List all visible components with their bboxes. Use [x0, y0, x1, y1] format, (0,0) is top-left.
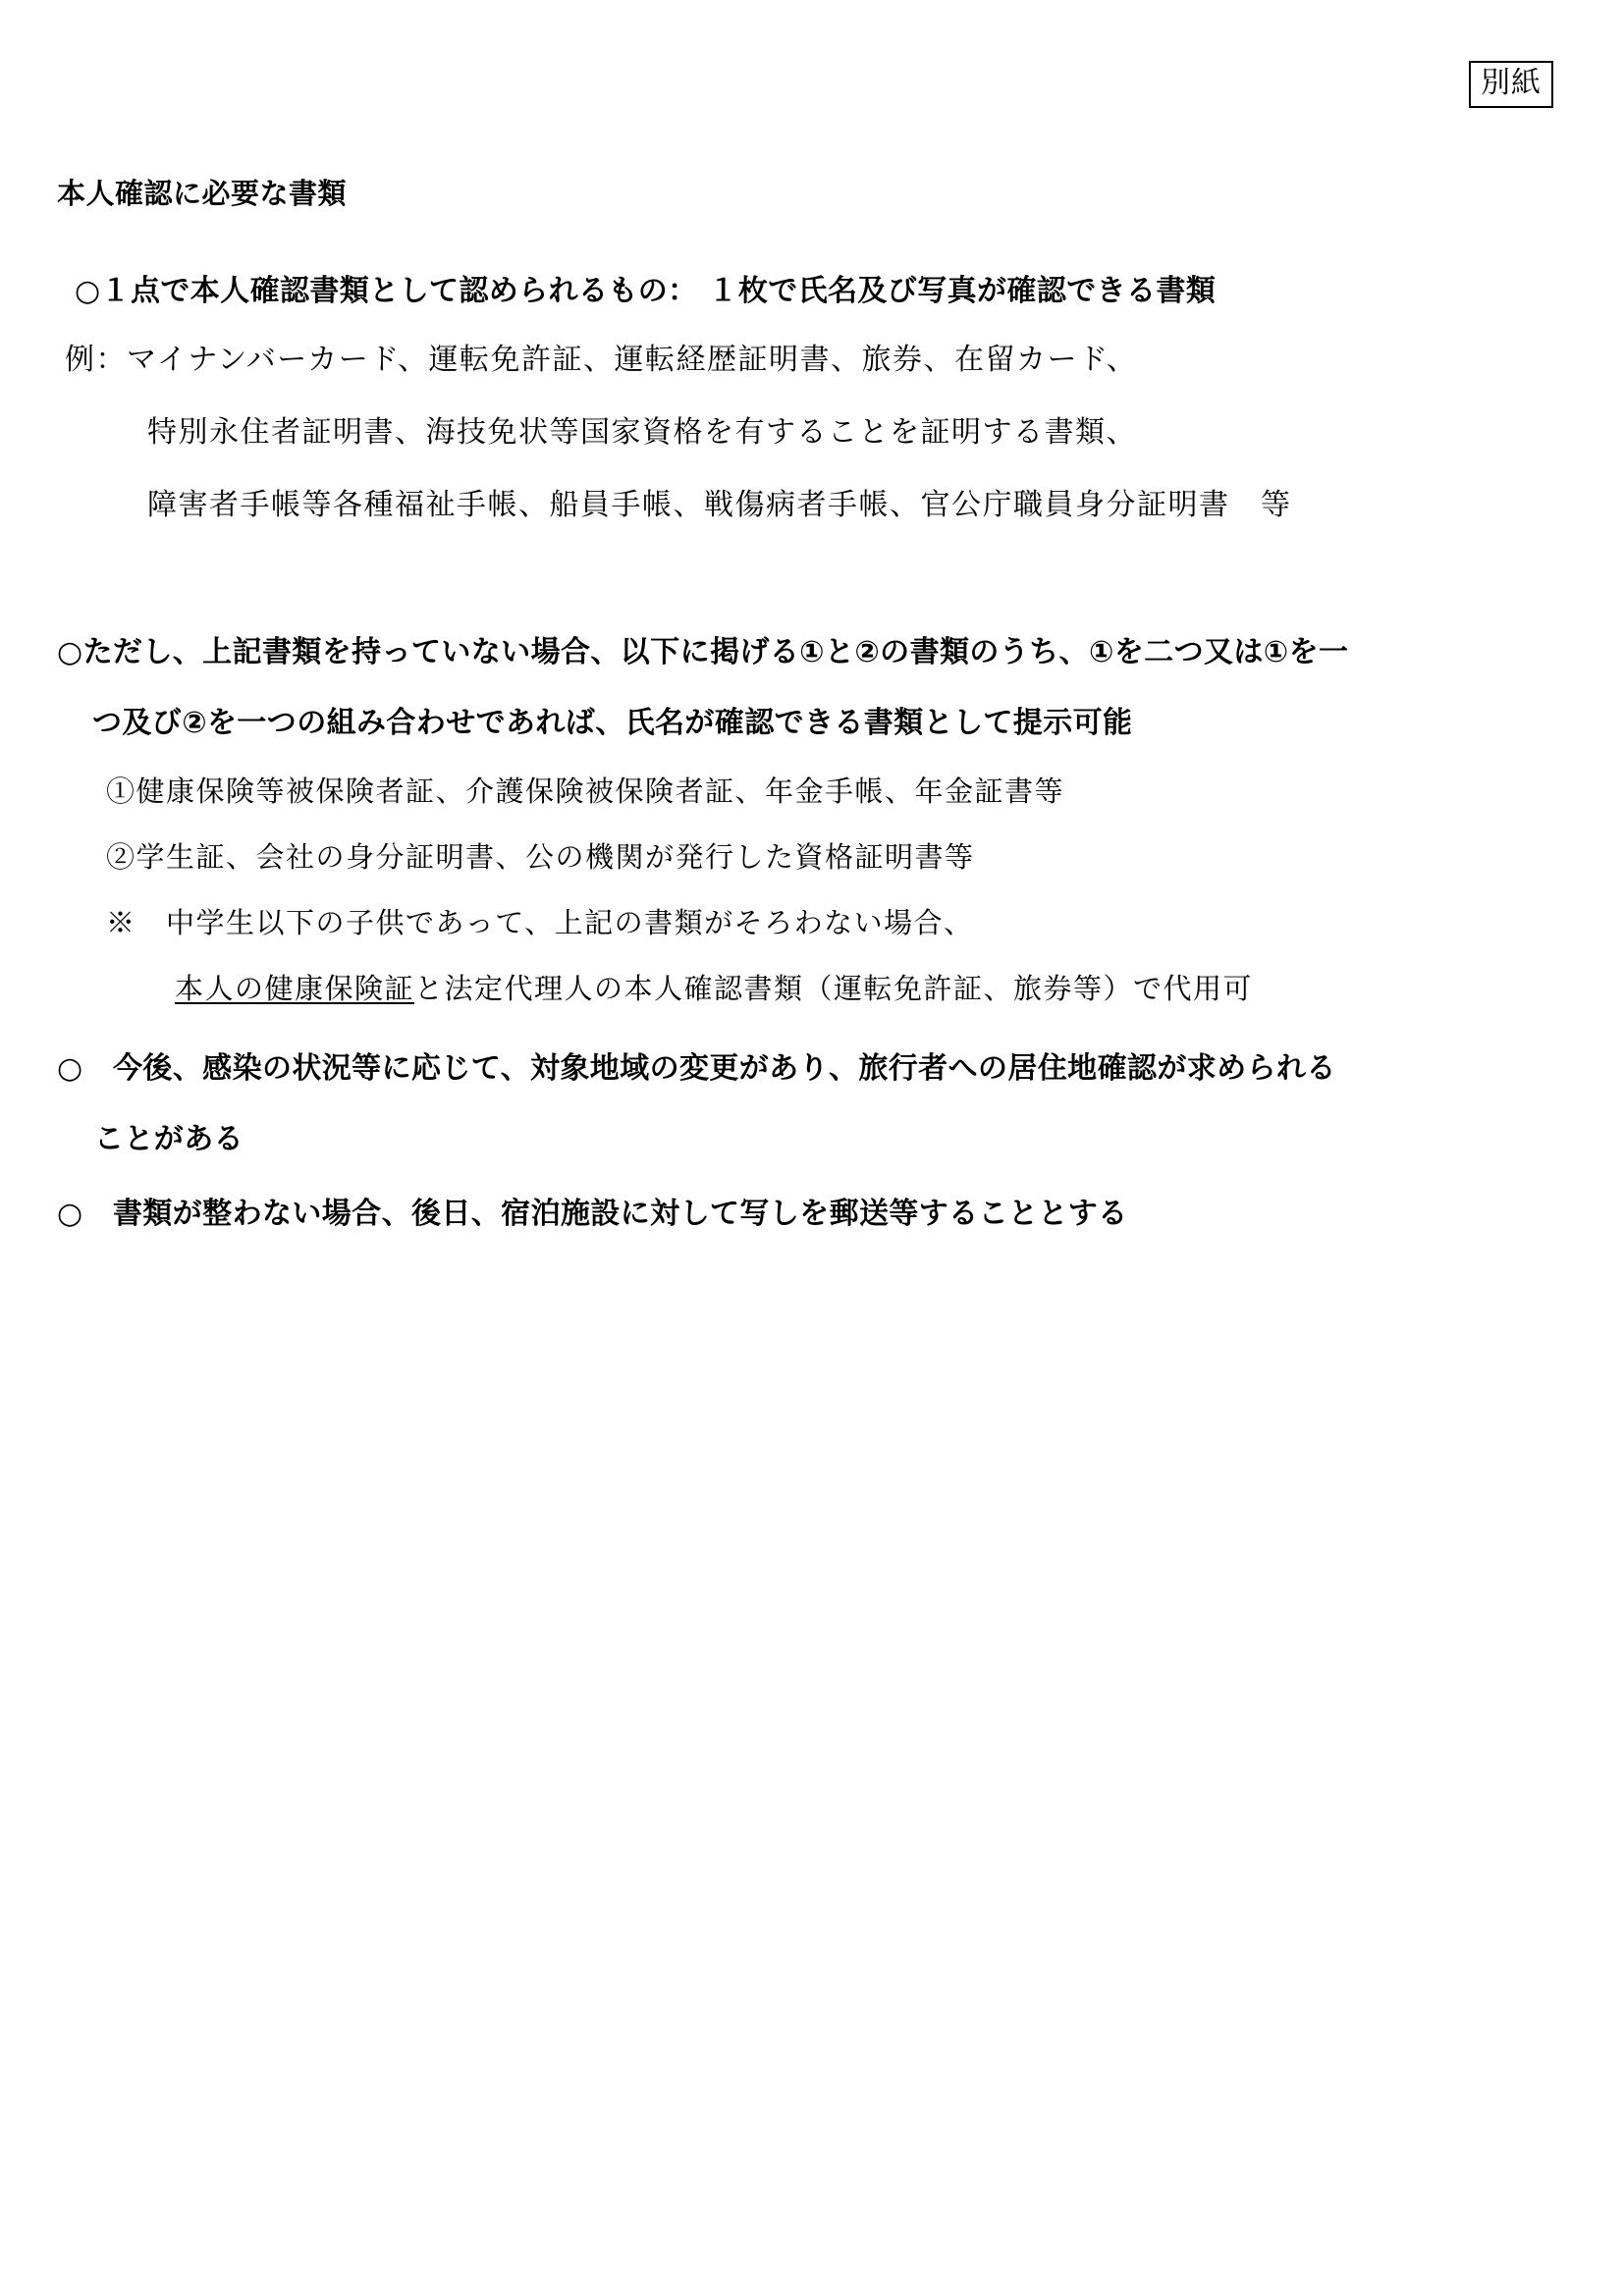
section1-example-line-3: 障害者手帳等各種福祉手帳、船員手帳、戦傷病者手帳、官公庁職員身分証明書 等: [147, 488, 1292, 522]
section2-item-2: ②学生証、会社の身分証明書、公の機関が発行した資格証明書等: [106, 840, 975, 874]
corner-label-besshi: 別紙: [1469, 61, 1553, 108]
section2-note-line-1: ※ 中学生以下の子供であって、上記の書類がそろわない場合、: [106, 906, 974, 939]
section2-heading-line-1: ○ただし、上記書類を持っていない場合、以下に掲げる①と②の書類のうち、①を二つ又は①を一: [57, 635, 1349, 669]
section1-example-line-1: 例：マイナンバーカード、運転免許証、運転経歴証明書、旅券、在留カード、: [65, 343, 1138, 377]
note-underlined-text: 本人の健康保険証: [175, 972, 415, 1005]
page-title: 本人確認に必要な書類: [57, 177, 348, 210]
section3-bullet-1-line-1: ○ 今後、感染の状況等に応じて、対象地域の変更があり、旅行者への居住地確認が求められる: [57, 1051, 1336, 1086]
section2-note-line-2: [175, 972, 1624, 1005]
section1-heading: ○１点で本人確認書類として認められるもの： １枚で氏名及び写真が確認できる書類: [75, 274, 1217, 308]
section3-bullet-2: ○ 書類が整わない場合、後日、宿泊施設に対して写しを郵送等することとする: [57, 1197, 1128, 1231]
section2-item-1: ①健康保険等被保険者証、介護保険被保険者証、年金手帳、年金証書等: [106, 774, 1065, 808]
section2-heading-line-2: つ及び②を一つの組み合わせであれば、氏名が確認できる書類として提示可能: [92, 706, 1133, 740]
section3-bullet-1-line-2: ことがある: [94, 1122, 244, 1156]
document-content: [0, 172, 1624, 1229]
note-rest-text: と法定代理人の本人確認書類（運転免許証、旅券等）で代用可: [414, 972, 1254, 1005]
section1-example-line-2: 特別永住者証明書、海技免状等国家資格を有することを証明する書類、: [147, 415, 1137, 450]
